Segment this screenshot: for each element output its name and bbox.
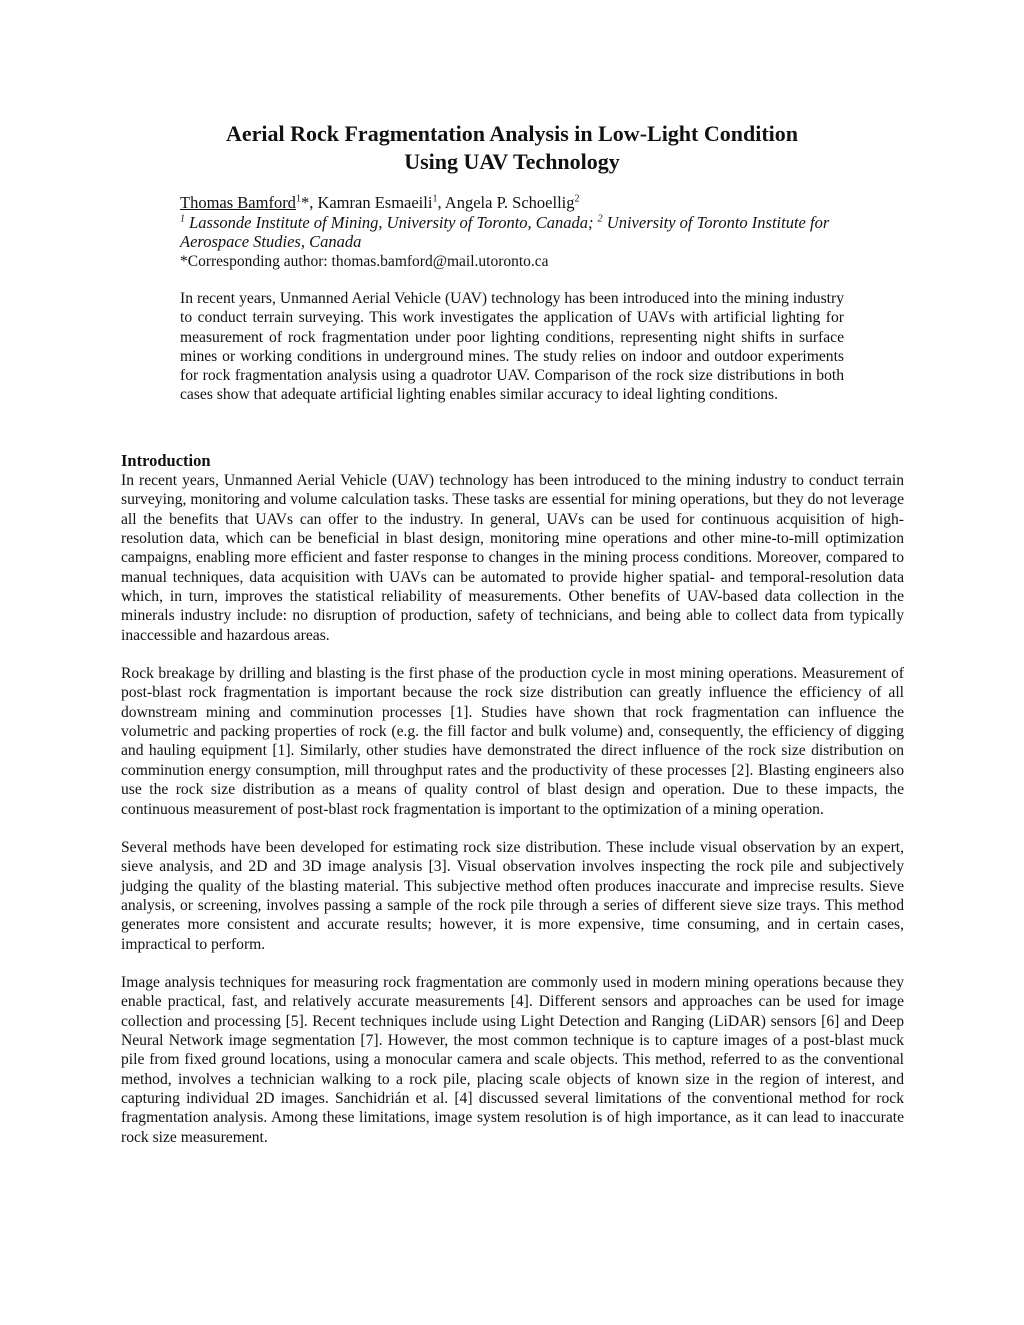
front-matter xyxy=(180,193,844,405)
affiliation-text-2: University of Toronto Institute for Aerospace Studies, Canada xyxy=(180,212,830,251)
author-name-3: Angela P. Schoellig xyxy=(444,193,575,212)
author-list xyxy=(180,193,844,213)
section-heading: Introduction xyxy=(121,451,211,470)
author-affil-sup-3: 2 xyxy=(574,193,580,205)
corresponding-author: *Corresponding author: thomas.bamford@mail.utoronto.ca xyxy=(180,252,549,270)
affiliations xyxy=(180,213,844,252)
paragraph-1: In recent years, Unmanned Aerial Vehicle (UAV) technology has been introduced to the mining industry to conduct terrain surveying, monitoring and volume calculation tasks. These tasks are essential for mining operations, but they do not leverage all the benefits that UAVs can offer to the industry. In general, UAVs can be used for continuous acquisition of high-resolution data, which can be beneficial in blast design, monitoring mine operations and other mine-to-mill optimization campaigns, enabling more efficient and faster response to changes in the mining process conditions. Moreover, compared to manual techniques, data acquisition with UAVs can be automated to provide higher spatial- and temporal-resolution data which, in turn, improves the statistical reliability of measurements. Other benefits of UAV-based data collection in the minerals industry include: no disruption of production, safety of technicians, and being able to collect data from typically inaccessible and hazardous areas. xyxy=(121,472,904,644)
main-body xyxy=(121,451,904,1166)
author-affil-sup-2: 1 xyxy=(432,193,438,205)
corresponding-mark: *, xyxy=(300,193,318,212)
author-name-2: Kamran Esmaeili xyxy=(317,193,433,212)
paper-title xyxy=(120,120,904,176)
paragraph-4: Image analysis techniques for measuring rock fragmentation are commonly used in modern mining operations because they enable practical, fast, and relatively accurate measurements [4]. Different sensors and approaches can be used for image collection and processing [5]. Recent techniques include using Light Detection and Ranging (LiDAR) sensors [6] and Deep Neural Network image segmentation [7]. However, the most common technique is to capture images of a post-blast muck pile from fixed ground locations, using a monocular camera and scale objects. This method, referred to as the conventional method, involves a technician walking to a rock pile, placing scale objects of known size in the region of interest, and capturing individual 2D images. Sanchidrián et al. [4] discussed several limitations of the conventional method for rock fragmentation analysis. Among these limitations, image system resolution is of high importance, as it can lead to inaccurate rock size measurement. xyxy=(121,973,904,1146)
abstract: In recent years, Unmanned Aerial Vehicle (UAV) technology has been introduced into the mining industry to conduct terrain surveying. This work investigates the application of UAVs with artificial lighting for measurement of rock fragmentation under poor lighting conditions, representing night shifts in surface mines or working conditions in underground mines. The study relies on indoor and outdoor experiments for rock fragmentation analysis using a quadrotor UAV. Comparison of the rock size distributions in both cases show that adequate artificial lighting enables similar accuracy to ideal lighting conditions. xyxy=(180,290,844,404)
affiliation-sup-2: 2 xyxy=(597,213,603,224)
author-separator: , xyxy=(437,193,445,212)
title-line-1: Aerial Rock Fragmentation Analysis in Low-Light Condition xyxy=(225,121,799,146)
author-affil-sup-1: 1 xyxy=(295,193,301,205)
author-name-1: Thomas Bamford xyxy=(180,193,296,212)
affiliation-sup-1: 1 xyxy=(180,213,185,224)
paragraph-3: Several methods have been developed for estimating rock size distribution. These include visual observation by an expert, sieve analysis, and 2D and 3D image analysis [3]. Visual observation involves inspecting the rock pile and subjectively judging the quality of the blasting material. This subjective method often produces inaccurate and imprecise results. Sieve analysis, or screening, involves passing a sample of the rock pile through a series of different sieve size trays. This method generates more consistent and accurate results; however, it is more expensive, time consuming, and in certain cases, impractical to perform. xyxy=(121,838,904,953)
affiliation-text-1: Lassonde Institute of Mining, University of Toronto, Canada; xyxy=(185,212,598,232)
title-line-2: Using UAV Technology xyxy=(404,149,620,174)
paragraph-2: Rock breakage by drilling and blasting is the first phase of the production cycle in most mining operations. Measurement of post-blast rock fragmentation is important because the rock size distribution can greatly influence the efficiency of all downstream mining and comminution processes [1]. Studies have shown that rock fragmentation can influence the volumetric and packing properties of rock (e.g. the fill factor and bulk volume) and, consequently, the efficiency of digging and hauling equipment [1]. Similarly, other studies have demonstrated the direct influence of the rock size distribution on comminution energy consumption, mill throughput rates and the productivity of these processes [2]. Blasting engineers also use the rock size distribution as a means of quality control of blast design and operation. Due to these impacts, the continuous measurement of post-blast rock fragmentation is important to the optimization of a mining operation. xyxy=(121,665,904,818)
